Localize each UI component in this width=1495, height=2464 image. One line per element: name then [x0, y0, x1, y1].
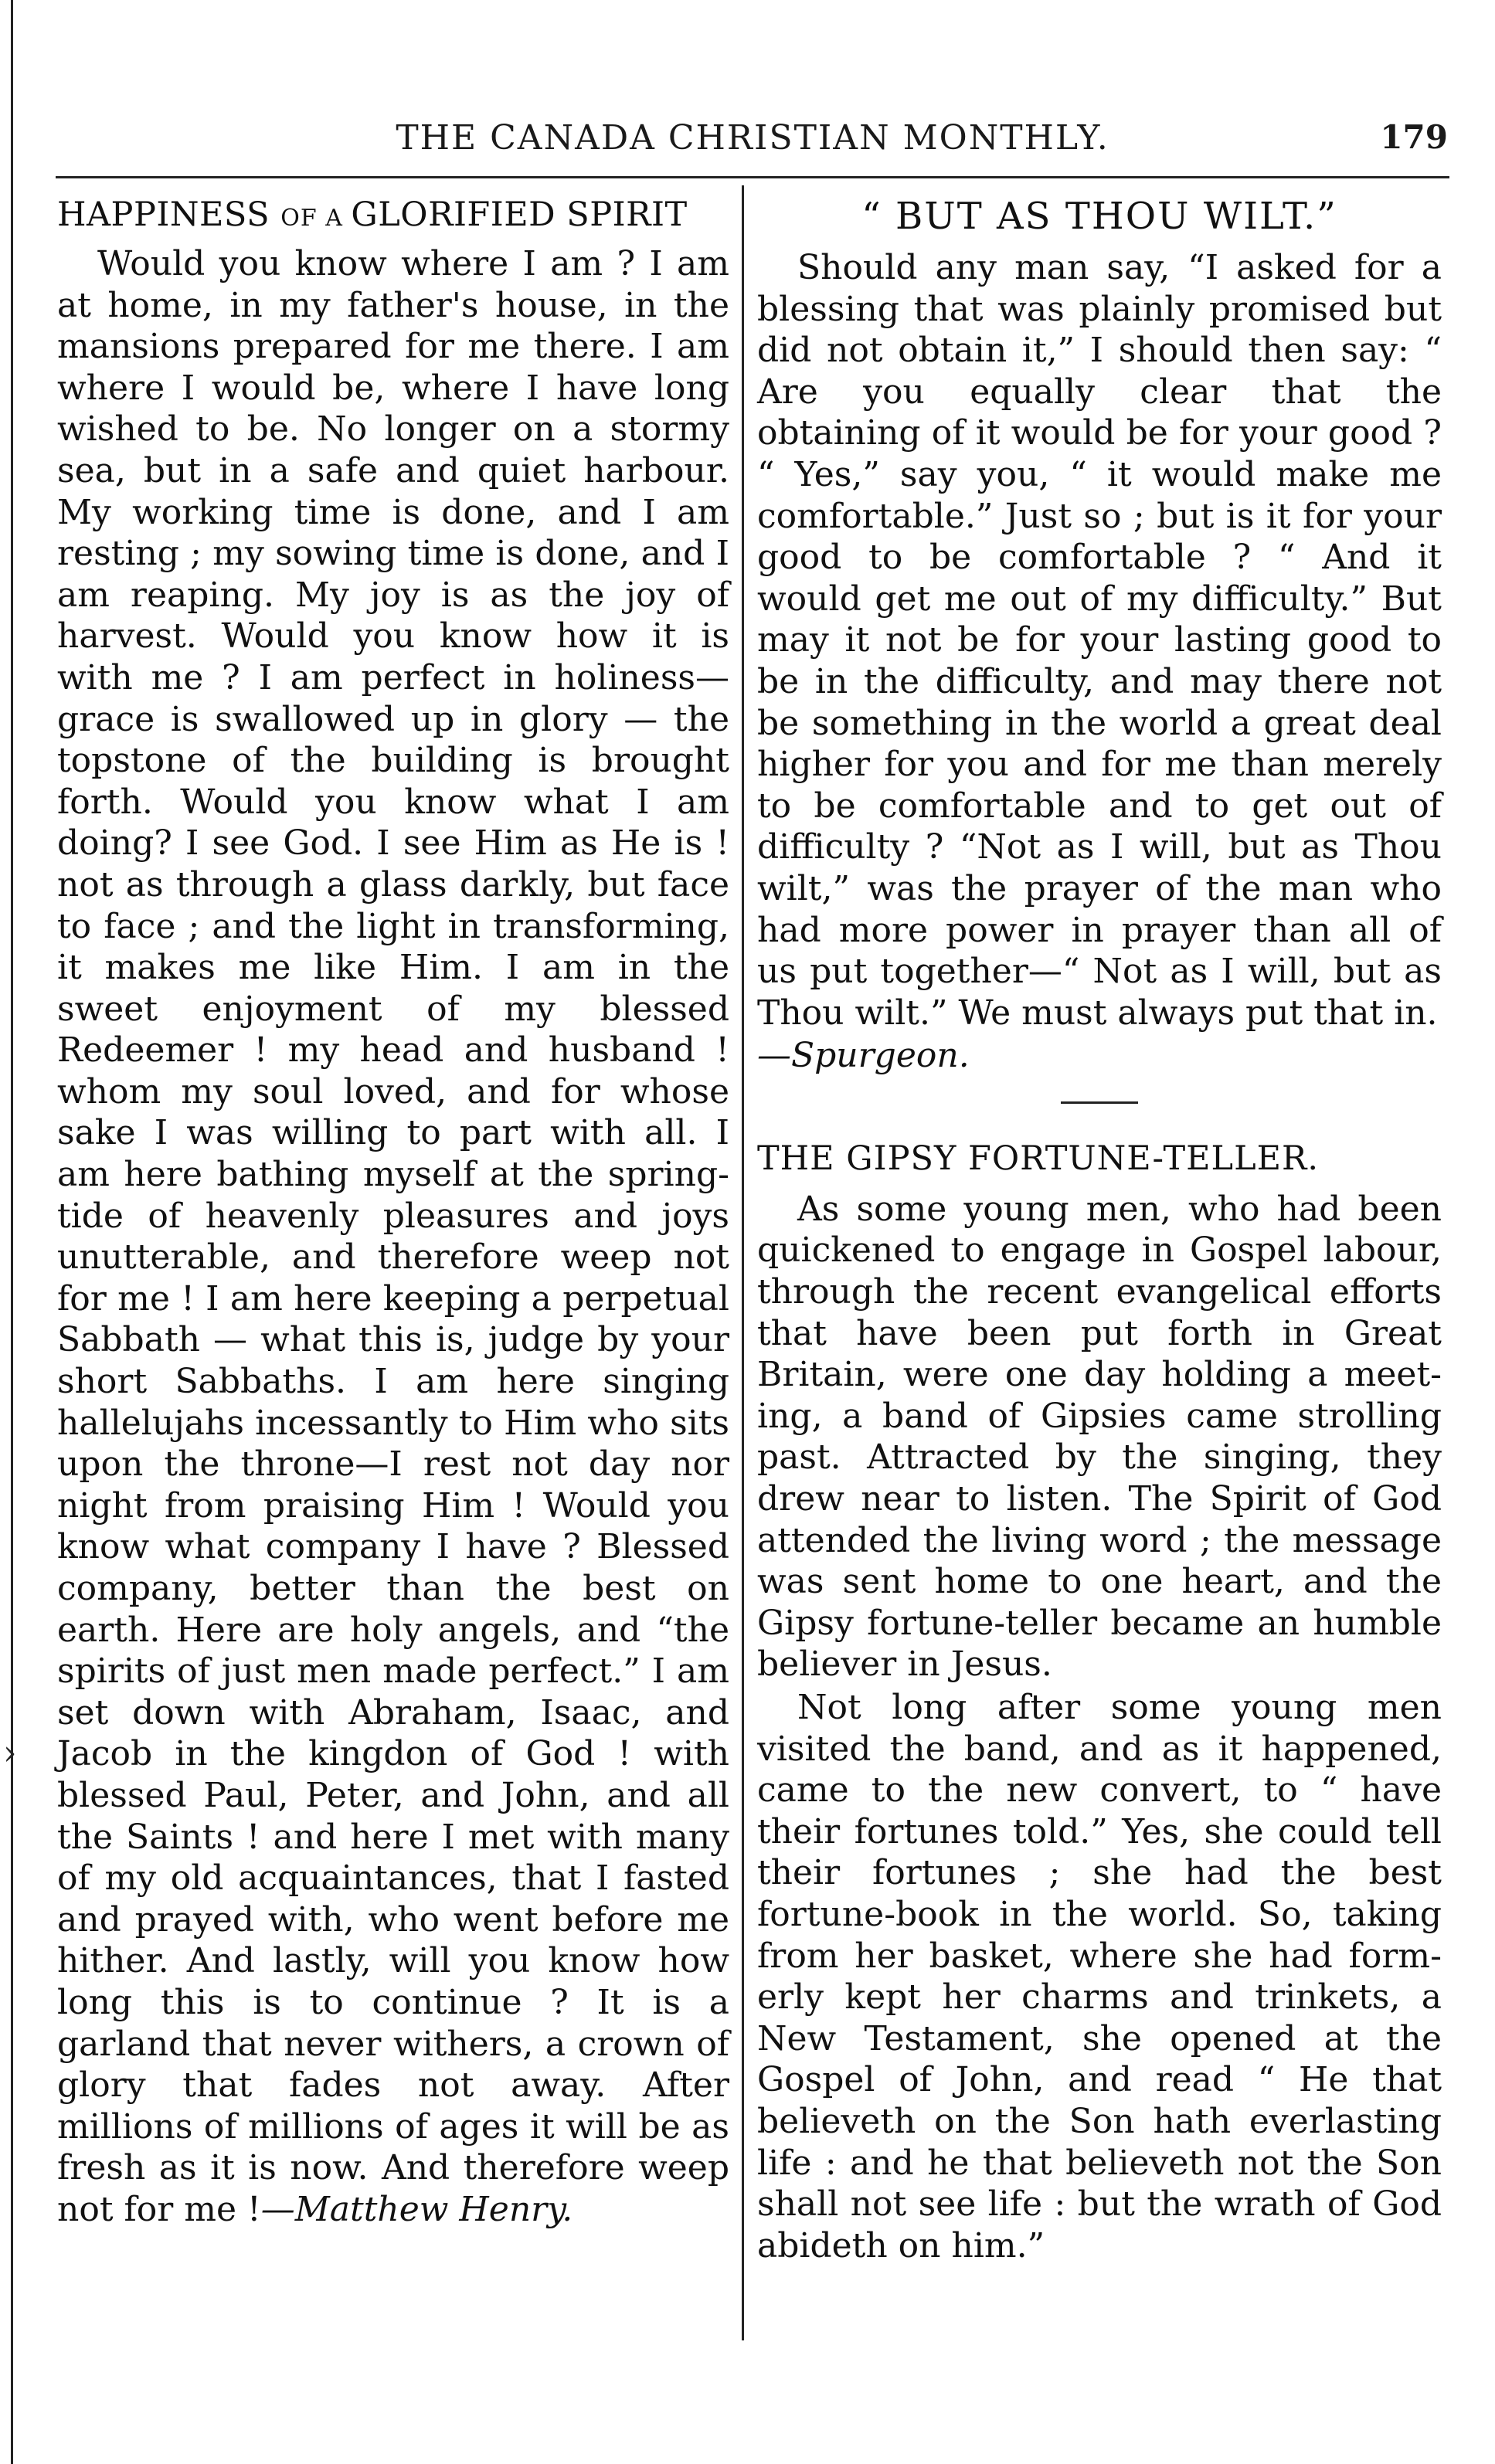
- attribution-spurgeon: —Spurgeon.: [757, 1036, 970, 1076]
- gipsy-paragraph-1: As some young men, who had been quickened to engage in Gospel labour, through the recent evangelical efforts that have been put forth in Great Britain, were one day holding a meeting, a band of Gipsies came strolling past. Attracted by the singing, they drew near to listen. The Spirit of God attended the living word ; the message was sent home to one heart, and the Gipsy fortune-teller became an humble believer in Jesus.: [757, 1189, 1442, 1685]
- article-body-happiness: [57, 243, 729, 2231]
- header-rule: [56, 176, 1449, 178]
- left-column: [57, 193, 729, 2231]
- title-small-words: OF A: [280, 205, 352, 232]
- article-title-but-as-thou-wilt: “ BUT AS THOU WILT.”: [861, 195, 1337, 238]
- binding-edge-line: [11, 0, 13, 2464]
- section-separator-rule: [1061, 1101, 1138, 1104]
- running-title: THE CANADA CHRISTIAN MONTHLY.: [396, 118, 1109, 158]
- title-part-2: GLORIFIED SPIRIT: [351, 195, 688, 234]
- column-divider: [742, 185, 744, 2340]
- article-title-gipsy-fortune-teller: THE GIPSY FORTUNE-TELLER.: [757, 1139, 1320, 1178]
- attribution-matthew-henry: —Matthew Henry.: [260, 2189, 573, 2229]
- article-body-but-as-thou-wilt: Should any man say, “I asked for a blessing that was plainly promised but did not obtain it,” I should then say: “ Are you equally clear that the obtaining of it would be for your good ? “ Yes,” say you, “ it would make me comfortable.” Just so ; but is it for your good to be comfortable ? “ And it would get me out of my difficulty.” But may it not be for your lasting good to be in the difficulty, and may there not be something in the world a great deal higher for you and for me than merely to be comfortable and to get out of difficulty ? “Not as I will, but as Thou wilt,” was the prayer of the man who had more power in prayer than all of us put together—“ Not as I will, but as Thou wilt.” We must always put that in.: [757, 248, 1442, 1033]
- page-number: 179: [1380, 118, 1448, 156]
- binding-mark: ›: [3, 1733, 17, 1773]
- article-title-happiness: [57, 193, 729, 240]
- page-header: [57, 112, 1448, 166]
- right-column: [757, 193, 1442, 2266]
- gipsy-paragraph-2: Not long after some young men visited the band, and as it happened, came to the new convert, to “ have their fortunes told.” Yes, she could tell their fortunes ; she had the best fortune-book in the world. So, taking from her basket, where she had formerly kept her charms and trinkets, a New Testament, she opened at the Gospel of John, and read “ He that believeth on the Son hath everlasting life : and he that believeth not the Son shall not see life : but the wrath of God abideth on him.”: [757, 1688, 1442, 2265]
- happiness-text: Would you know where I am ? I am at home, in my father's house, in the mansions prepared for me there. I am where I would be, where I have long wished to be. No longer on a stormy sea, but in a safe and quiet harbour. My working time is done, and I am resting ; my sowing time is done, and I am reaping. My joy is as the joy of harvest. Would you know how it is with me ? I am perfect in holiness—grace is swallowed up in glory — the topstone of the building is brought forth. Would you know what I am doing? I see God. I see Him as He is ! not as through a glass darkly, but face to face ; and the light in transforming, it makes me like Him. I am in the sweet enjoyment of my blessed Redeemer ! my head and husband ! whom my soul loved, and for whose sake I was willing to part with all. I am here bathing myself at the spring-tide of heavenly pleasures and joys unutterable, and therefore weep not for me ! I am here keeping a perpetual Sabbath — what this is, judge by your short Sabbaths. I am here singing hallelujahs incessantly to Him who sits upon the throne—I rest not day nor night from praising Him ! Would you know what company I have ? Blessed company, better than the best on earth. Here are holy angels, and “the spirits of just men made perfect.” I am set down with Abraham, Isaac, and Jacob in the kingdon of God ! with blessed Paul, Peter, and John, and all the Saints ! and here I met with many of my old acquaintances, that I fasted and prayed with, who went before me hither. And lastly, will you know how long this is to continue ? It is a garland that never withers, a crown of glory that fades not away. After millions of millions of ages it will be as fresh as it is now. And therefore weep not for me !: [57, 244, 729, 2229]
- title-part-1: HAPPINESS: [57, 195, 281, 234]
